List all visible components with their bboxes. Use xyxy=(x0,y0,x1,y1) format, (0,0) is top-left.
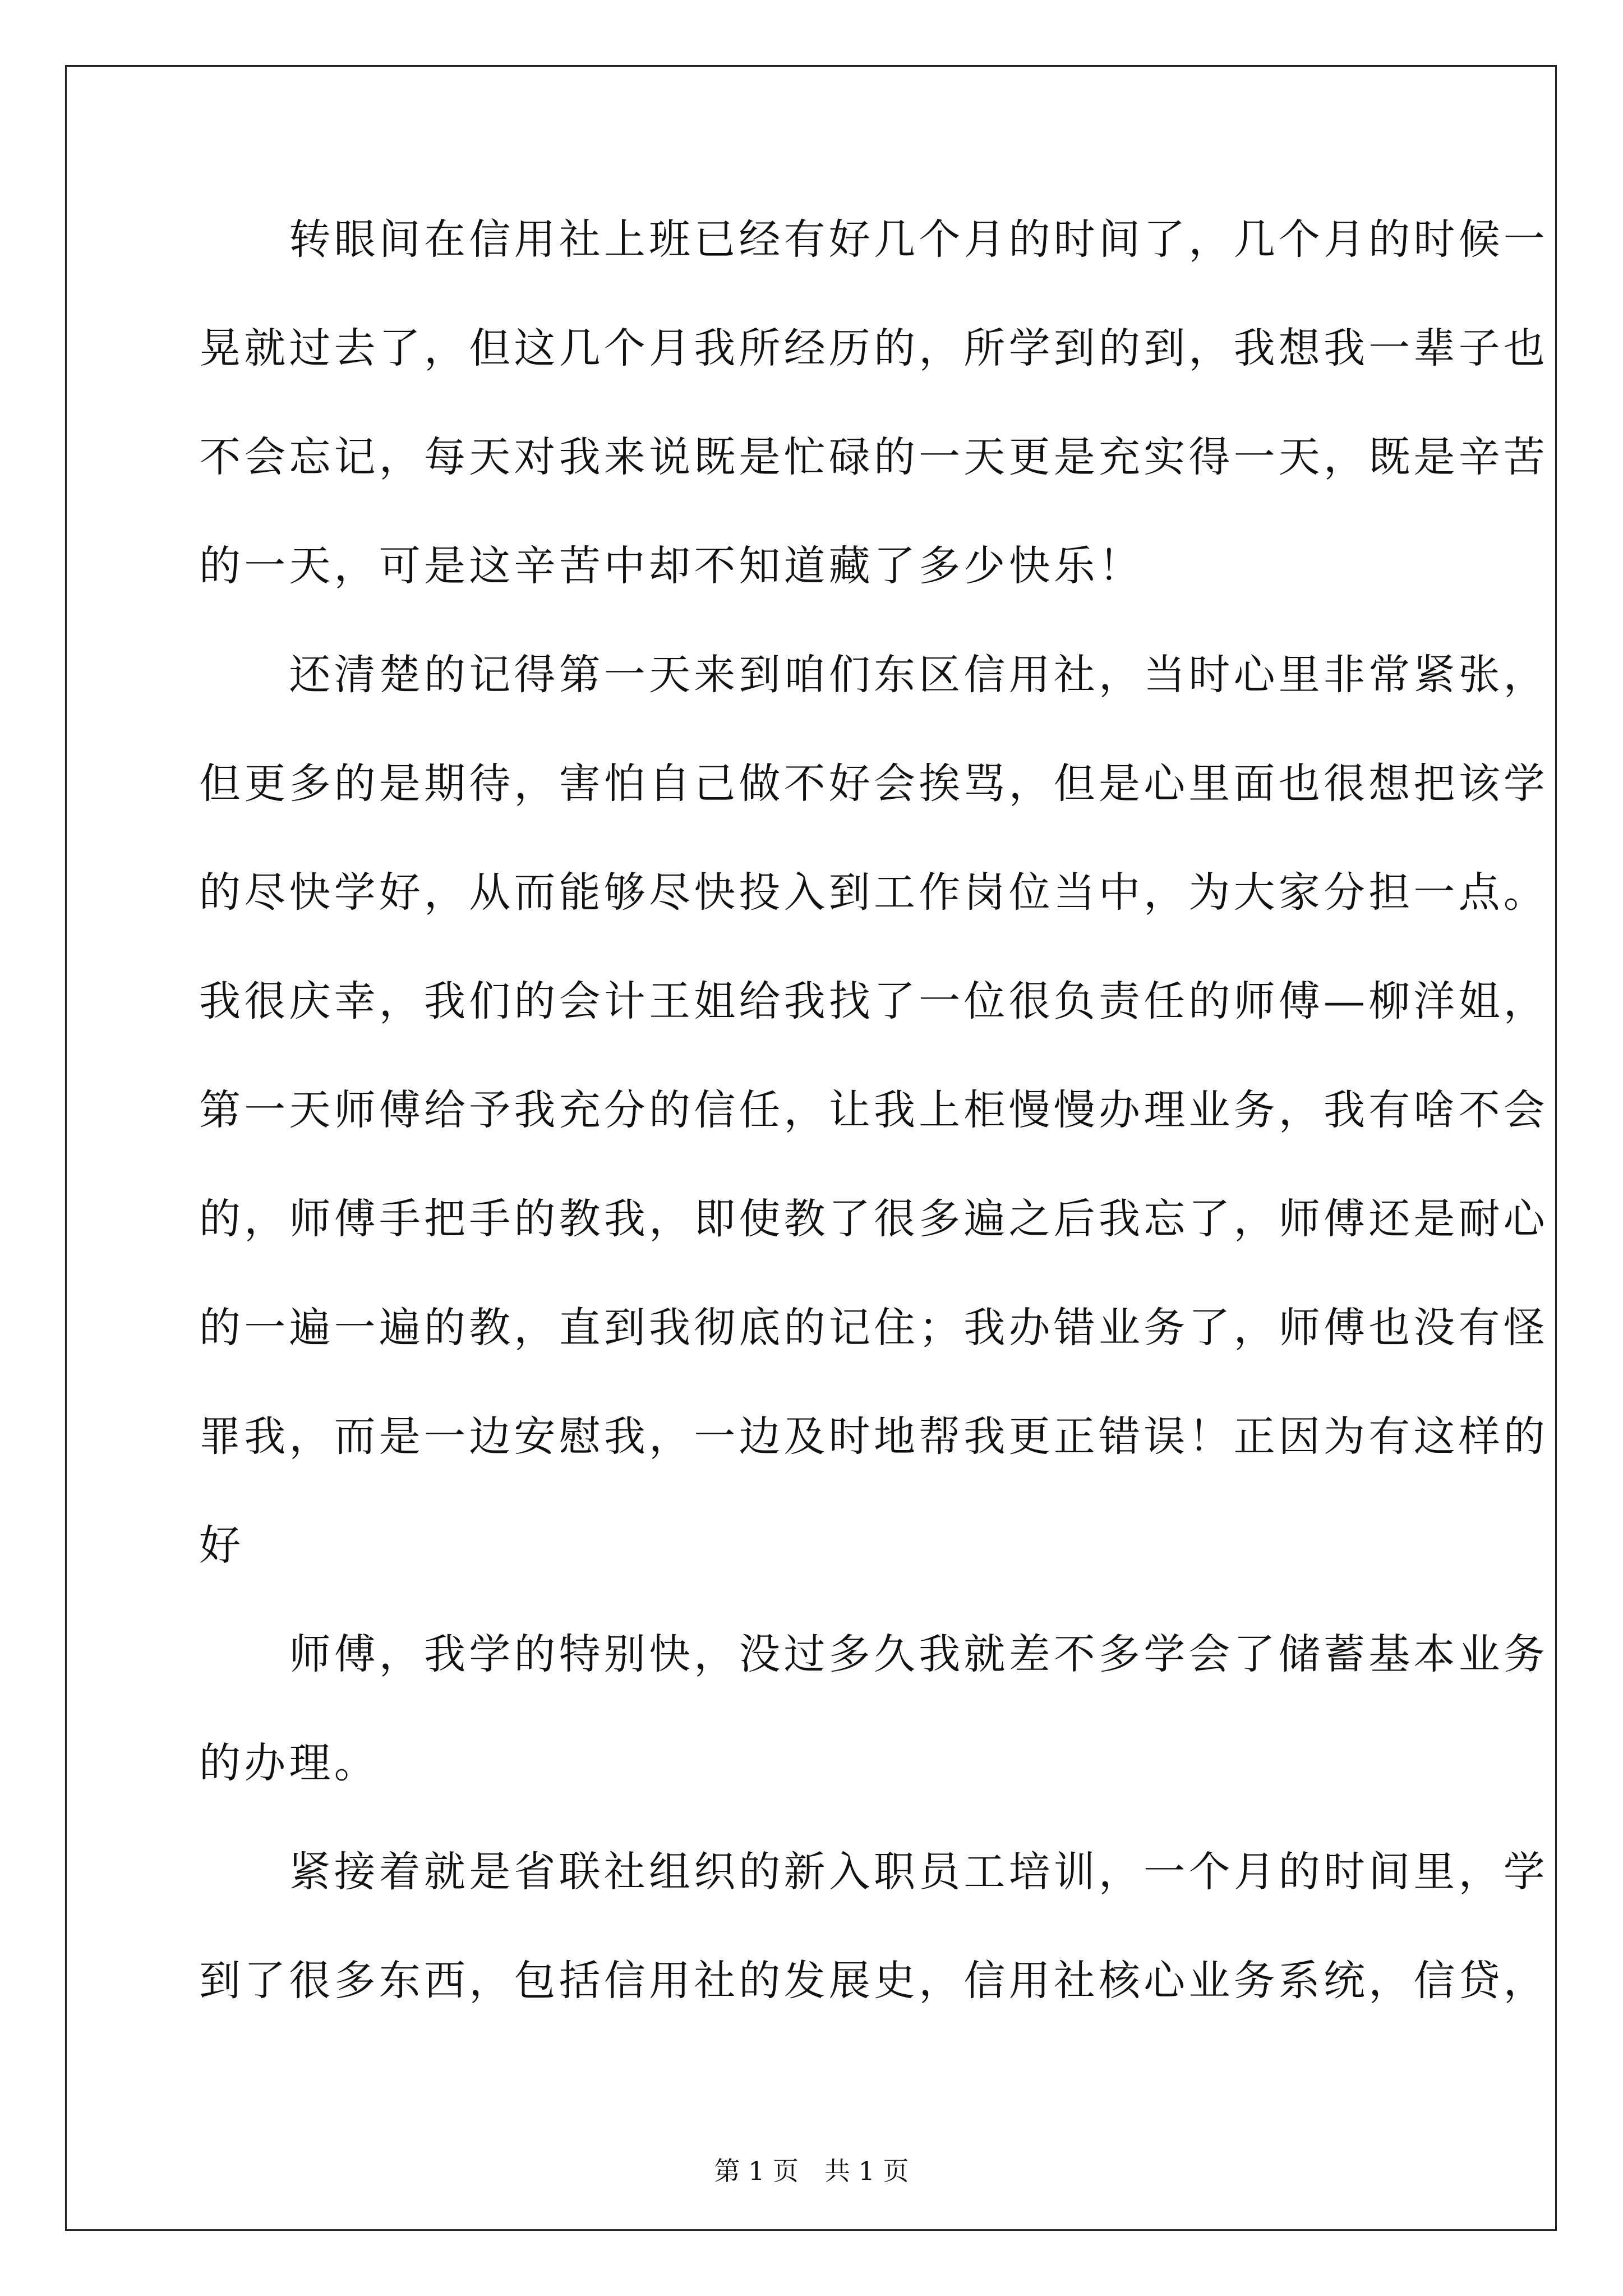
text-line: 不会忘记，每天对我来说既是忙碌的一天更是充实得一天，既是辛苦 xyxy=(199,433,1548,481)
text-line: 转眼间在信用社上班已经有好几个月的时间了，几个月的时候一 xyxy=(199,215,1548,264)
text-line: 的办理。 xyxy=(199,1739,379,1787)
text-line: 晃就过去了，但这几个月我所经历的，所学到的到，我想我一辈子也 xyxy=(199,324,1548,372)
text-line: 的尽快学好，从而能够尽快投入到工作岗位当中，为大家分担一点。 xyxy=(199,868,1548,917)
page-footer: 第 1 页 共 1 页 xyxy=(714,2156,909,2186)
text-line: 的一遍一遍的教，直到我彻底的记住；我办错业务了，师傅也没有怪 xyxy=(199,1304,1548,1352)
text-line: 紧接着就是省联社组织的新入职员工培训，一个月的时间里，学 xyxy=(199,1848,1548,1896)
document-body xyxy=(199,211,1548,2062)
text-line: 我很庆幸，我们的会计王姐给我找了一位很负责任的师傅—柳洋姐， xyxy=(199,977,1548,1025)
text-line: 的，师傅手把手的教我，即使教了很多遍之后我忘了，师傅还是耐心 xyxy=(199,1195,1548,1243)
text-line: 但更多的是期待，害怕自己做不好会挨骂，但是心里面也很想把该学 xyxy=(199,760,1548,808)
text-line: 到了很多东西，包括信用社的发展史，信用社核心业务系统，信贷， xyxy=(199,1957,1548,2005)
text-line: 的一天，可是这辛苦中却不知道藏了多少快乐！ xyxy=(199,542,1144,590)
text-line: 好 xyxy=(199,1521,245,1570)
text-line: 第一天师傅给予我充分的信任，让我上柜慢慢办理业务，我有啥不会 xyxy=(199,1086,1548,1134)
text-line: 罪我，而是一边安慰我，一边及时地帮我更正错误！正因为有这样的 xyxy=(199,1412,1548,1461)
text-line: 还清楚的记得第一天来到咱们东区信用社，当时心里非常紧张， xyxy=(199,651,1548,699)
text-line: 师傅，我学的特别快，没过多久我就差不多学会了储蓄基本业务 xyxy=(199,1630,1548,1678)
